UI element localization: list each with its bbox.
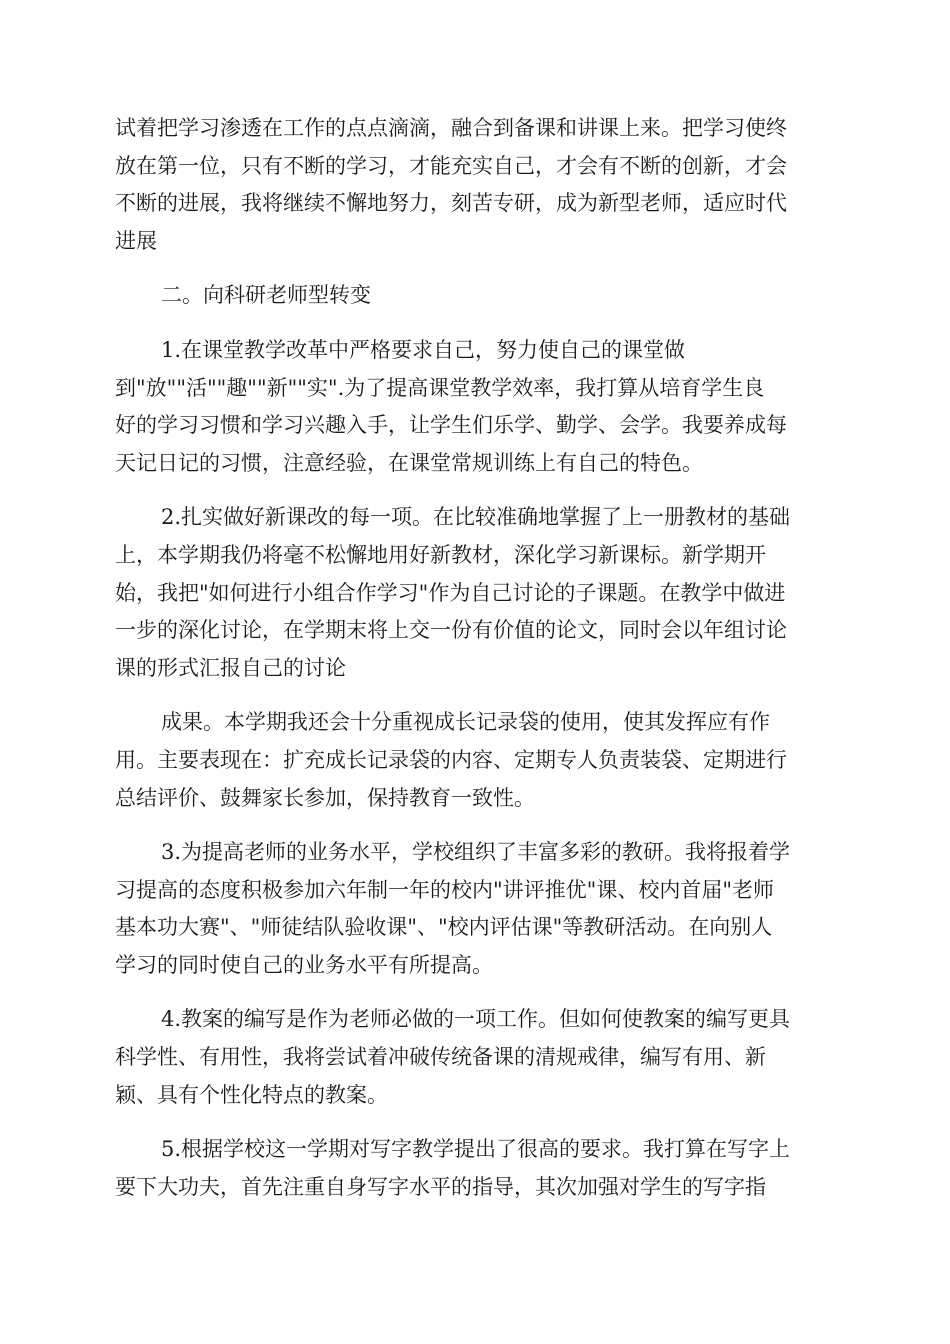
paragraph	[115, 704, 837, 817]
text-line: 试着把学习渗透在工作的点点滴滴，融合到备课和讲课上来。把学习使终	[115, 116, 787, 140]
text-line: 用。主要表现在：扩充成长记录袋的内容、定期专人负责装袋、定期进行	[115, 747, 787, 772]
paragraph	[115, 332, 837, 482]
text-line: 2.扎实做好新课改的每一项。在比较准确地掌握了上一册教材的基础	[161, 505, 791, 530]
text-line: 一步的深化讨论，在学期末将上交一份有价值的论文，同时会以年组讨论	[115, 618, 787, 643]
text-line: 进展	[115, 228, 157, 253]
text-line: 1.在课堂教学改革中严格要求自己，努力使自己的课堂做	[161, 337, 686, 362]
paragraph	[115, 499, 837, 687]
text-line: 总结评价、鼓舞家长参加，保持教育一致性。	[115, 785, 535, 810]
paragraph	[115, 834, 837, 984]
text-line: 二。向科研老师型转变	[161, 283, 371, 308]
text-line: 成果。本学期我还会十分重视成长记录袋的使用，使其发挥应有作	[161, 710, 770, 735]
text-line: 放在第一位，只有不断的学习，才能充实自己，才会有不断的创新，才会	[115, 153, 787, 178]
text-line: 天记日记的习惯，注意经验，在课堂常规训练上有自己的特色。	[115, 450, 703, 475]
text-line: 颖、具有个性化特点的教案。	[115, 1082, 388, 1107]
text-line: 不断的进展，我将继续不懈地努力，刻苦专研，成为新型老师，适应时代	[115, 191, 787, 216]
text-line: 科学性、有用性，我将尝试着冲破传统备课的清规戒律，编写有用、新	[115, 1045, 766, 1070]
text-line: 习提高的态度积极参加六年制一年的校内"讲评推优"课、校内首届"老师	[115, 877, 774, 902]
text-line: 3.为提高老师的业务水平，学校组织了丰富多彩的教研。我将报着学	[161, 840, 791, 865]
text-line: 始，我把"如何进行小组合作学习"作为自己讨论的子课题。在教学中做进	[115, 580, 786, 605]
text-line: 课的形式汇报自己的讨论	[115, 655, 346, 680]
text-line: 上，本学期我仍将毫不松懈地用好新教材，深化学习新课标。新学期开	[115, 542, 766, 567]
text-line: 要下大功夫，首先注重自身写字水平的指导，其次加强对学生的写字指	[115, 1174, 766, 1199]
document-body	[115, 110, 837, 1206]
paragraph	[115, 110, 837, 260]
paragraph	[115, 1001, 837, 1114]
text-line: 4.教案的编写是作为老师必做的一项工作。但如何使教案的编写更具	[161, 1007, 791, 1032]
document-page	[115, 110, 837, 1223]
text-line: 学习的同时使自己的业务水平有所提高。	[115, 952, 493, 977]
text-line: 5.根据学校这一学期对写字教学提出了很高的要求。我打算在写字上	[161, 1137, 791, 1162]
text-line: 基本功大赛"、"师徒结队验收课"、"校内评估课"等教研活动。在向别人	[115, 915, 773, 940]
section-heading	[115, 277, 837, 315]
paragraph	[115, 1131, 837, 1206]
text-line: 到"放""活""趣""新""实".为了提高课堂教学效率，我打算从培育学生良	[115, 375, 765, 400]
text-line: 好的学习习惯和学习兴趣入手，让学生们乐学、勤学、会学。我要养成每	[115, 413, 787, 438]
